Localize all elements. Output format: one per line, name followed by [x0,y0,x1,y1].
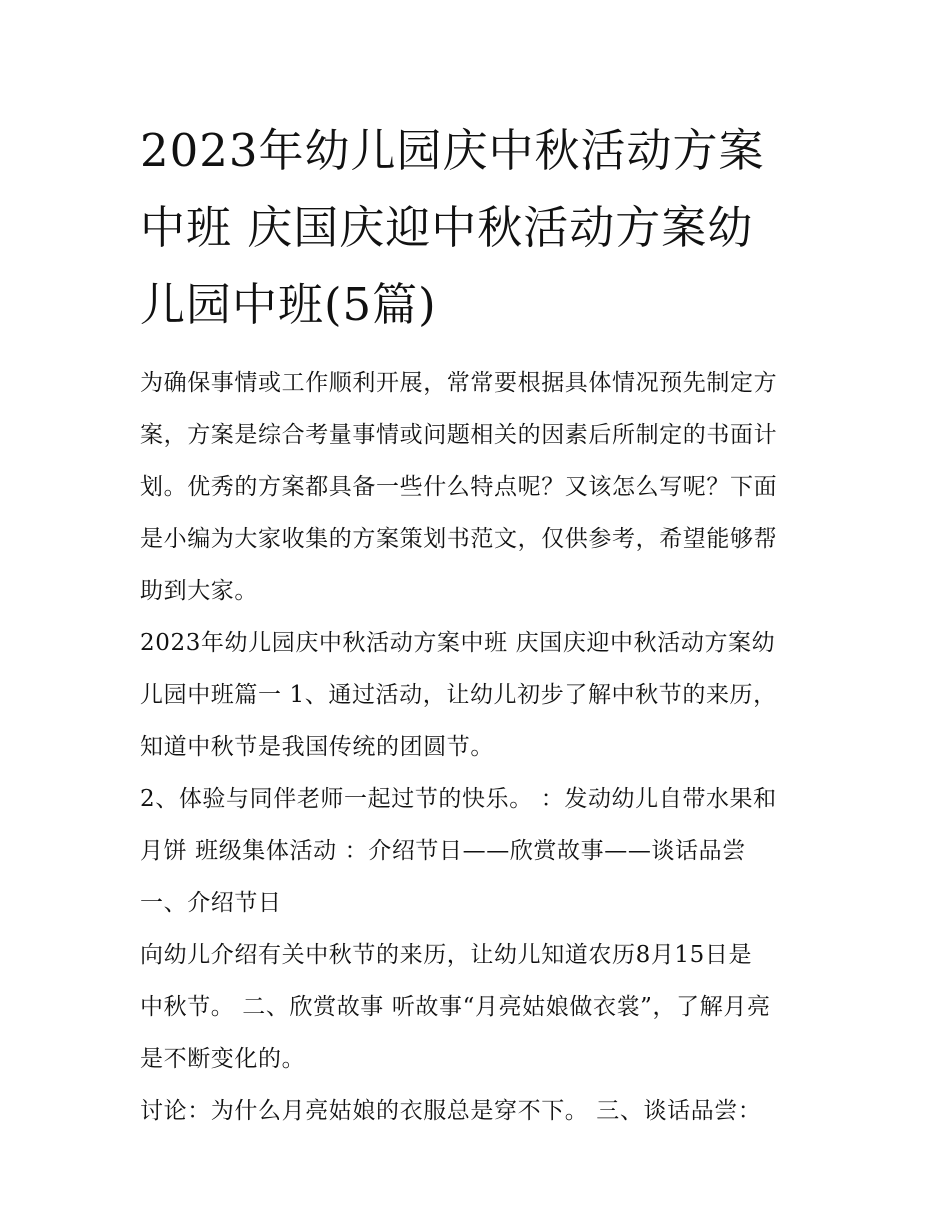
body-line: 中秋节。 二、欣赏故事 听故事“月亮姑娘做衣裳”，了解月亮 [140,994,771,1020]
body-line: 案，方案是综合考量事情或问题相关的因素后所制定的书面计 [140,422,778,448]
document-body [140,357,820,1137]
title-line-3: 儿园中班(5篇) [140,278,437,331]
body-line: 划。优秀的方案都具备一些什么特点呢？又该怎么写呢？下面 [140,474,778,500]
document-page [140,112,820,1137]
document-title [140,112,820,343]
body-line: 是小编为大家收集的方案策划书范文，仅供参考，希望能够帮 [140,526,778,552]
body-line: 为确保事情或工作顺利开展，常常要根据具体情况预先制定方 [140,370,778,396]
title-line-1: 2023年幼儿园庆中秋活动方案 [140,124,765,177]
body-line: 月饼 班级集体活动 ：介绍节日——欣赏故事——谈话品尝 [140,838,746,864]
body-line: 助到大家。 [140,578,258,604]
body-line: 2、体验与同伴老师一起过节的快乐。 ：发动幼儿自带水果和 [140,786,777,812]
body-line: 是不断变化的。 [140,1046,306,1072]
body-line: 儿园中班篇一 1、通过活动，让幼儿初步了解中秋节的来历， [140,682,777,708]
body-line: 知道中秋节是我国传统的团圆节。 [140,734,494,760]
title-line-2: 中班 庆国庆迎中秋活动方案幼 [140,201,754,254]
body-line: 2023年幼儿园庆中秋活动方案中班 庆国庆迎中秋活动方案幼 [140,630,776,656]
section-heading: 一、介绍节日 [140,890,282,916]
body-line: 向幼儿介绍有关中秋节的来历，让幼儿知道农历8月15日是 [140,942,753,968]
body-line: 讨论：为什么月亮姑娘的衣服总是穿不下。 三、谈话品尝： [140,1098,762,1124]
